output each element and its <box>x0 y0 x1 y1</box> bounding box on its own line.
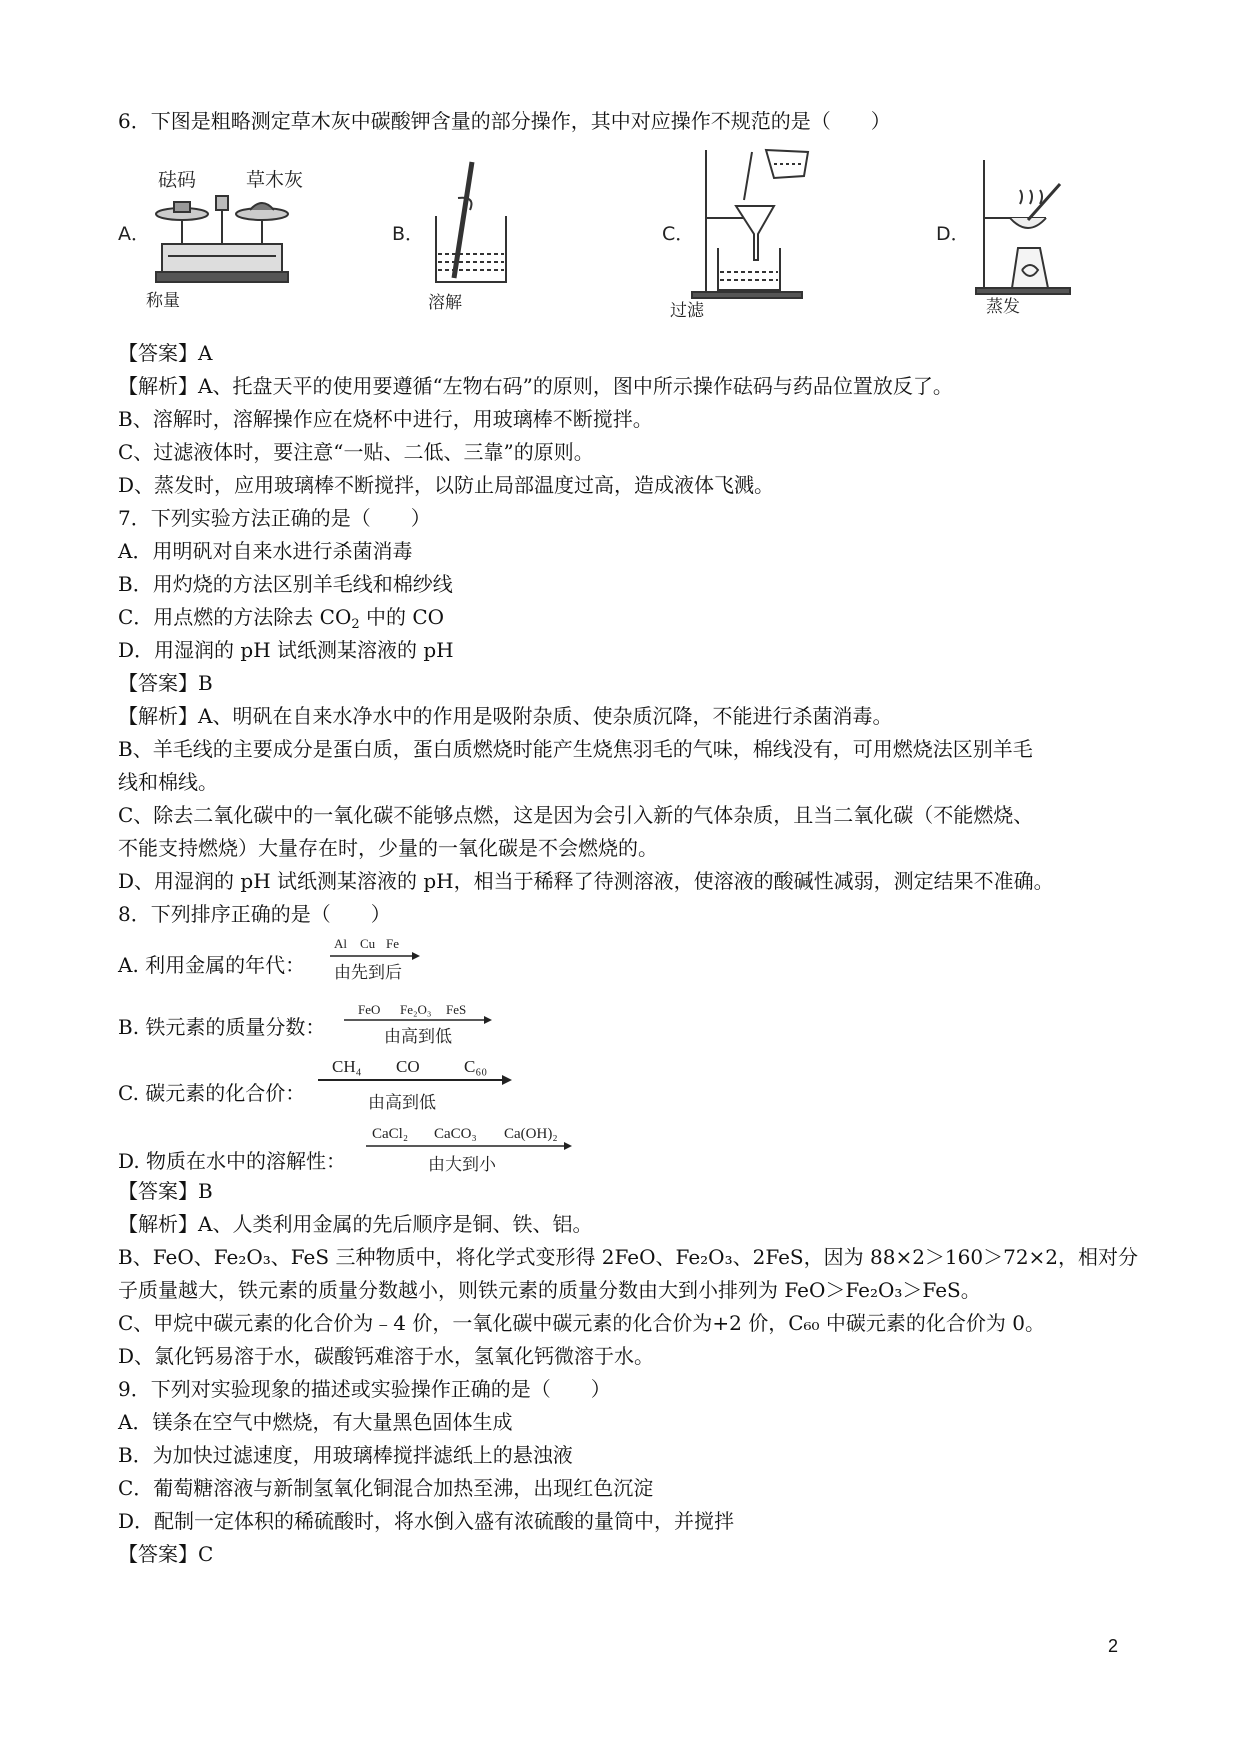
q8-option-b-label: B. 铁元素的质量分数： <box>118 1015 326 1039</box>
q7-option-b: B．用灼烧的方法区别羊毛线和棉纱线 <box>118 572 453 596</box>
q8-b-order: 由高到低 <box>384 1027 452 1047</box>
q8-a-item-3: Fe <box>386 936 399 951</box>
q9-question: 9．下列对实验现象的描述或实验操作正确的是（ ） <box>118 1377 611 1401</box>
q6-analysis-c: C、过滤液体时，要注意“一贴、二低、三靠”的原则。 <box>118 440 594 464</box>
q8-c-item-1: CH₄ <box>332 1057 362 1076</box>
q7-option-c-sub: 2 <box>351 617 360 632</box>
figure-c-caption: 过滤 <box>670 301 704 321</box>
q6-analysis-b: B、溶解时，溶解操作应在烧杯中进行，用玻璃棒不断搅拌。 <box>118 407 653 431</box>
figure-b-option: B． <box>392 223 425 245</box>
q8-b-arrow-head <box>484 1016 492 1024</box>
figure-d-evaporation <box>936 160 1076 319</box>
q8-answer: 【答案】B <box>118 1179 213 1203</box>
figure-c-option: C． <box>662 223 695 245</box>
q8-c-item-3: C₆₀ <box>464 1057 488 1076</box>
figure-b-dissolving <box>392 160 522 319</box>
q8-analysis-a: 【解析】A、人类利用金属的先后顺序是铜、铁、铝。 <box>118 1212 593 1236</box>
q8-d-item-3: Ca(OH)₂ <box>504 1126 558 1142</box>
q8-a-item-1: Al <box>334 936 347 951</box>
q8-a-item-2: Cu <box>360 936 376 951</box>
q8-option-c-label: C. 碳元素的化合价： <box>118 1081 306 1105</box>
q8-c-item-2: CO <box>396 1057 420 1076</box>
q8-c-arrow-head <box>502 1075 512 1085</box>
q8-option-a-label: A. 利用金属的年代： <box>118 953 306 977</box>
q8-c-order: 由高到低 <box>368 1093 436 1113</box>
q7-question: 7．下列实验方法正确的是（ ） <box>118 506 431 530</box>
q9-option-c: C．葡萄糖溶液与新制氢氧化铜混合加热至沸，出现红色沉淀 <box>118 1476 654 1500</box>
q6-question: 6．下图是粗略测定草木灰中碳酸钾含量的部分操作，其中对应操作不规范的是（ ） <box>118 109 891 133</box>
q8-d-item-2: CaCO₃ <box>434 1126 477 1142</box>
q8-d-order: 由大到小 <box>428 1155 496 1175</box>
q7-analysis-c2: 不能支持燃烧）大量存在时，少量的一氧化碳是不会燃烧的。 <box>118 836 658 860</box>
q7-option-c <box>118 602 444 632</box>
q7-answer: 【答案】B <box>118 671 213 695</box>
q6-answer: 【答案】A <box>118 341 213 365</box>
q8-a-order: 由先到后 <box>334 963 402 983</box>
figure-a-label-weights: 砝码 <box>158 169 197 191</box>
q9-answer: 【答案】C <box>118 1542 214 1566</box>
evaporating-dish-icon <box>976 160 1070 294</box>
q8-a-arrow-head <box>412 952 420 960</box>
q8-b-item-3: FeS <box>446 1002 467 1017</box>
q9-option-b: B．为加快过滤速度，用玻璃棒搅拌滤纸上的悬浊液 <box>118 1443 573 1467</box>
q9-option-a: A．镁条在空气中燃烧，有大量黑色固体生成 <box>118 1410 513 1434</box>
q7-analysis-b1: B、羊毛线的主要成分是蛋白质，蛋白质燃烧时能产生烧焦羽毛的气味，棉线没有，可用燃烧法区别羊毛 <box>118 737 1033 761</box>
figure-c-filtration <box>662 150 822 324</box>
q8-d-item-1: CaCl₂ <box>372 1126 409 1142</box>
q7-option-c-pre: C．用点燃的方法除去 CO <box>118 605 352 629</box>
figure-d-option: D． <box>936 223 970 245</box>
balance-icon <box>156 196 288 282</box>
beaker-stirring-icon <box>436 162 506 282</box>
q8-b-item-1: FeO <box>358 1002 381 1017</box>
q8-analysis-c: C、甲烷中碳元素的化合价为﹣4 价，一氧化碳中碳元素的化合价为+2 价，C₆₀ 中碳元素的化合价为 0。 <box>118 1311 1046 1335</box>
q8-d-arrow-head <box>564 1142 572 1150</box>
q7-analysis-c1: C、除去二氧化碳中的一氧化碳不能够点燃，这是因为会引入新的气体杂质，且当二氧化碳（不能燃烧、 <box>118 803 1034 827</box>
q8-option-c-arrow <box>318 1054 518 1122</box>
q8-option-a-arrow <box>330 934 470 992</box>
q8-analysis-b2: 子质量越大，铁元素的质量分数越小，则铁元素的质量分数由大到小排列为 FeO＞Fe₂O₃＞FeS。 <box>118 1278 981 1302</box>
q8-analysis-d: D、氯化钙易溶于水，碳酸钙难溶于水，氢氧化钙微溶于水。 <box>118 1344 655 1368</box>
q7-analysis-a: 【解析】A、明矾在自来水净水中的作用是吸附杂质、使杂质沉降，不能进行杀菌消毒。 <box>118 704 893 728</box>
q7-analysis-b2: 线和棉线。 <box>118 770 218 794</box>
page-number: 2 <box>1108 1636 1119 1656</box>
figure-b-caption: 溶解 <box>428 293 462 313</box>
q8-option-b-arrow <box>344 1000 504 1054</box>
q8-b-item-2: Fe₂O₃ <box>400 1002 432 1017</box>
q6-analysis-a: 【解析】A、托盘天平的使用要遵循“左物右码”的原则，图中所示操作砝码与药品位置放反了。 <box>118 374 953 398</box>
figure-a-caption: 称量 <box>146 291 180 311</box>
q7-option-d: D．用湿润的 pH 试纸测某溶液的 pH <box>118 638 454 662</box>
q8-question: 8．下列排序正确的是（ ） <box>118 902 391 926</box>
figure-a-balance <box>118 160 318 314</box>
q7-option-c-post: 中的 CO <box>359 605 445 629</box>
q8-option-d-arrow <box>366 1122 586 1186</box>
figure-d-caption: 蒸发 <box>986 297 1020 317</box>
filter-funnel-icon <box>692 150 808 298</box>
figure-a-option: A． <box>118 223 150 245</box>
figure-a-label-ash: 草木灰 <box>246 169 304 191</box>
q8-analysis-b1: B、FeO、Fe₂O₃、FeS 三种物质中，将化学式变形得 2FeO、Fe₂O₃、2FeS，因为 88×2＞160＞72×2，相对分 <box>118 1245 1139 1269</box>
q7-analysis-d: D、用湿润的 pH 试纸测某溶液的 pH，相当于稀释了待测溶液，使溶液的酸碱性减弱，测定结果不准确。 <box>118 869 1054 893</box>
q9-option-d: D．配制一定体积的稀硫酸时，将水倒入盛有浓硫酸的量筒中，并搅拌 <box>118 1509 735 1533</box>
q6-analysis-d: D、蒸发时，应用玻璃棒不断搅拌，以防止局部温度过高，造成液体飞溅。 <box>118 473 775 497</box>
q7-option-a: A．用明矾对自来水进行杀菌消毒 <box>118 539 413 563</box>
q8-option-d-label: D. 物质在水中的溶解性： <box>118 1149 347 1173</box>
